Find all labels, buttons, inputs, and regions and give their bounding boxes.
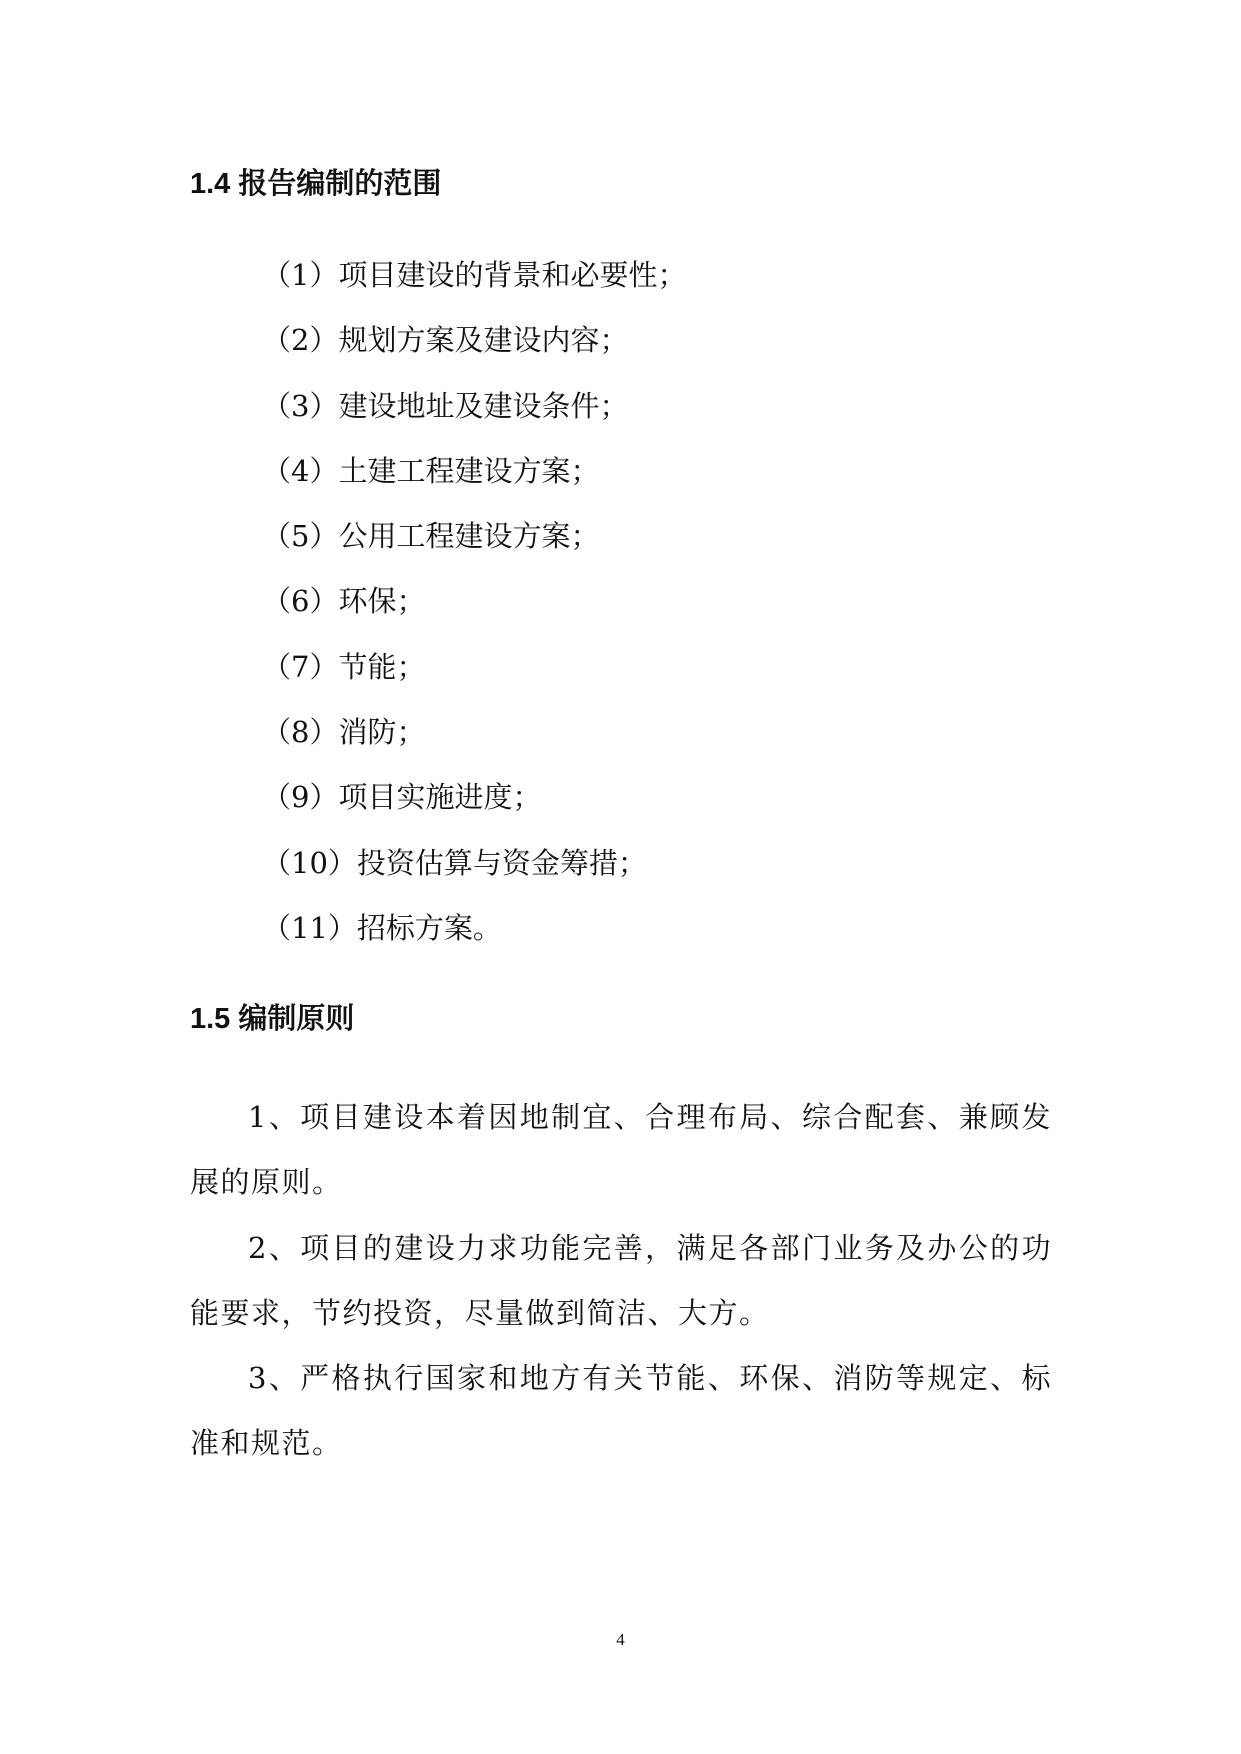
scope-list	[262, 255, 686, 973]
list-item: （2）规划方案及建设内容；	[262, 323, 629, 358]
list-item: （1）项目建设的背景和必要性；	[262, 258, 687, 292]
principle-paragraph: 2、项目的建设力求功能完善，满足各部门业务及办公的功能要求，节约投资，尽量做到简洁、大方。	[190, 1230, 1052, 1330]
list-item: （10）投资估算与资金筹措；	[262, 845, 647, 880]
list-item: （7）节能；	[262, 649, 426, 684]
list-item: （3）建设地址及建设条件；	[262, 388, 629, 423]
list-item: （8）消防；	[262, 715, 426, 750]
list-item: （6）环保；	[262, 584, 426, 619]
page-number: 4	[616, 1630, 625, 1649]
list-item: （4）土建工程建设方案；	[262, 453, 600, 488]
list-item: （11）招标方案。	[262, 910, 502, 945]
principles-body	[190, 1085, 1052, 1477]
section-heading-1-4: 1.4 报告编制的范围	[190, 168, 442, 200]
principle-paragraph: 1、项目建设本着因地制宜、合理布局、综合配套、兼顾发展的原则。	[190, 1100, 1052, 1200]
principle-paragraph: 3、严格执行国家和地方有关节能、环保、消防等规定、标准和规范。	[190, 1361, 1052, 1461]
list-item: （9）项目实施进度；	[262, 780, 542, 815]
list-item: （5）公用工程建设方案；	[262, 519, 600, 554]
section-heading-1-5: 1.5 编制原则	[190, 1003, 355, 1035]
